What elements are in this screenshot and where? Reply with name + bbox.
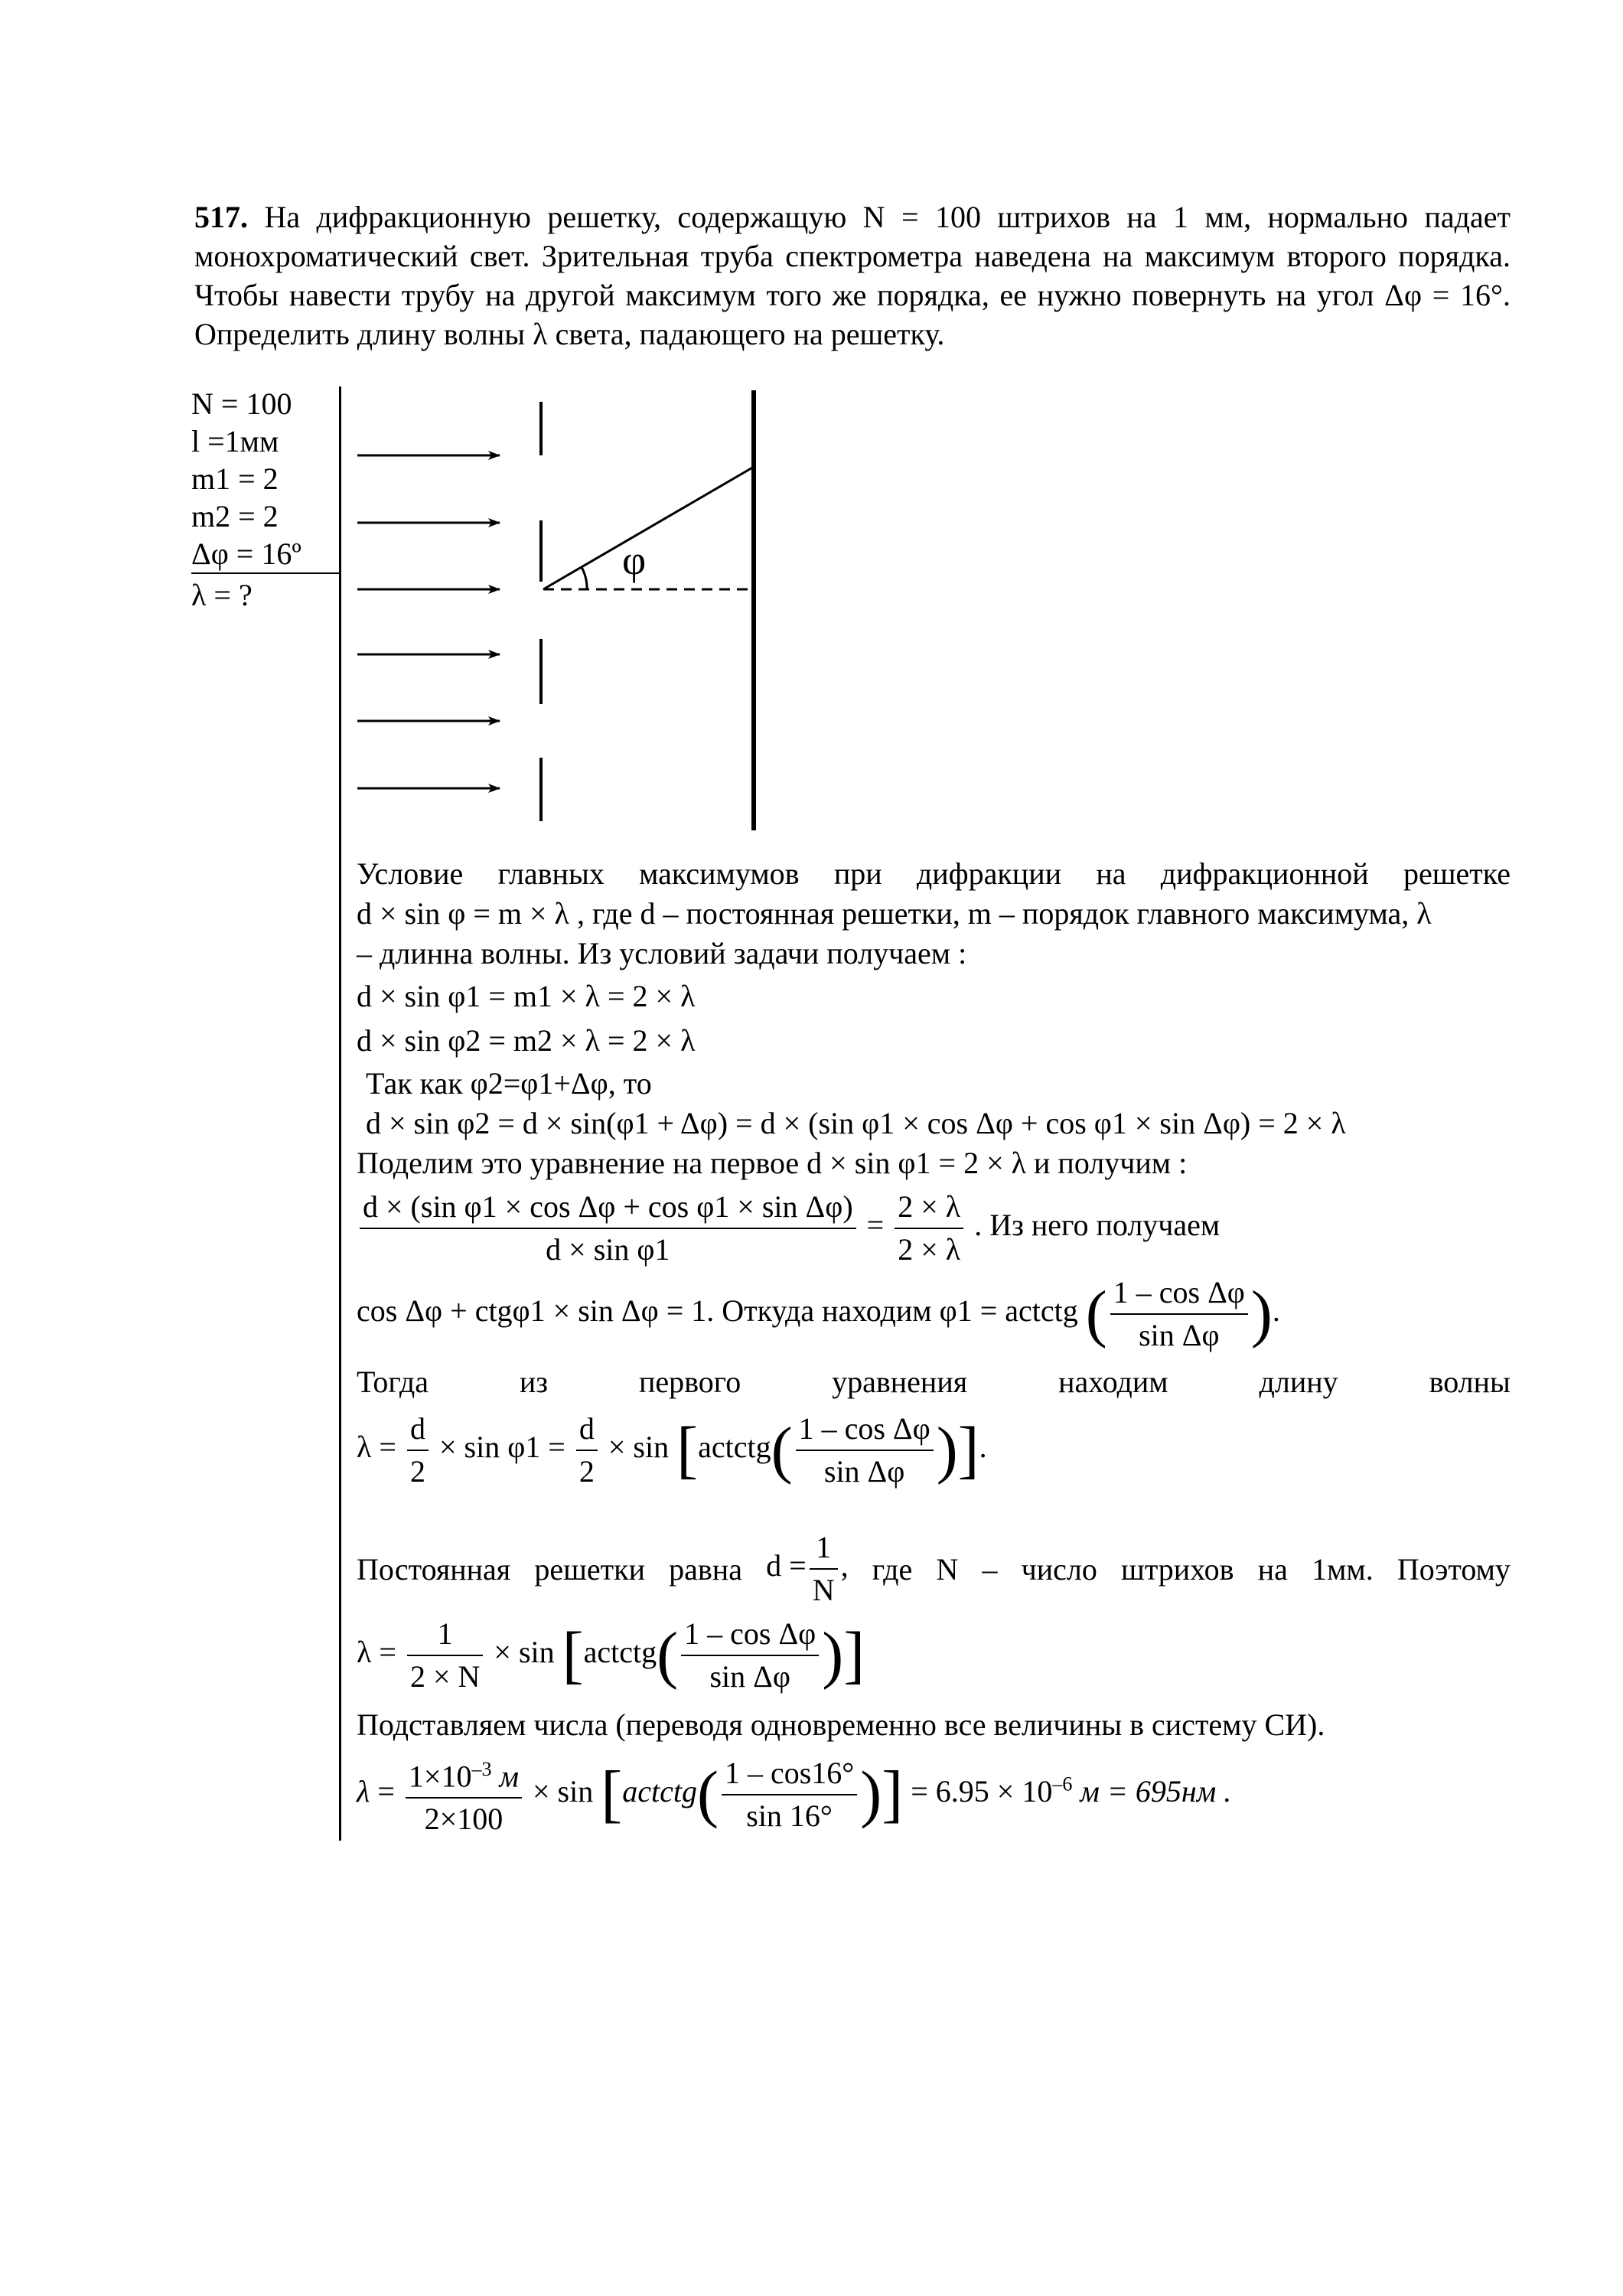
lambda-equation: λ = $\frac{d}{2}$ × sin φ1 = $\frac{d}{2}$ × sin [actctg( $\frac{\text{1 – cos Δφ}}{\text{sin Δφ}}$ )]. <box>357 1408 987 1492</box>
final-equation: λ = $\frac{1\times 10^{-3} м}{2\times 100}$ × sin [actctg( $\frac{1 - \cos 16^\circ}{\sin 16^\circ}$ )] = $6.95 \times 10^{-6}$ м = 695нм . <box>357 1749 1231 1840</box>
given-n: N = 100 <box>191 386 292 421</box>
given-m1: m1 = 2 <box>191 461 279 496</box>
grating-constant-line: Постоянная решетки равна d = $\frac{1}{N}$ , где N – число штрихов на 1мм. Поэтому <box>357 1527 1511 1611</box>
diffracted-ray <box>543 467 754 589</box>
equation-1: d × sin φ1 = m1 × λ = 2 × λ <box>357 979 696 1013</box>
given-dphi: Δφ = 16º <box>191 536 301 571</box>
solution-line2: d × sin φ = m × λ , где d – постоянная решетки, m – порядок главного максимума, λ <box>357 896 1432 931</box>
cos-equation: cos Δφ + ctgφ1 × sin Δφ = 1. Откуда находим φ1 = actctg ( $\frac{\text{1 – cos Δφ}}{\text{sin Δφ}}$ ). <box>357 1272 1280 1356</box>
division-fraction-line: $\frac{\text{d × (sin φ1 × cos Δφ + cos φ1 × sin Δφ)}}{\text{d × sin φ1}}$ = $\frac{2 \times \lambda}{2 \times \lambda}$ . Из него получаем <box>357 1186 1220 1270</box>
lambda-via-n-equation: λ = $\frac{1}{2 \times N}$ × sin [actctg( $\frac{\text{1 – cos Δφ}}{\text{sin Δφ}}$ )] <box>357 1613 865 1698</box>
since-line: Так как φ2=φ1+Δφ, то <box>366 1066 652 1101</box>
given-vertical-rule <box>339 386 341 1841</box>
problem-number: 517. <box>194 200 248 234</box>
diffraction-diagram <box>348 379 777 838</box>
equation-2: d × sin φ2 = m2 × λ = 2 × λ <box>357 1023 696 1058</box>
given-m2: m2 = 2 <box>191 499 279 533</box>
divide-line: Поделим это уравнение на первое d × sin φ1 = 2 × λ и получим : <box>357 1146 1188 1180</box>
equation-3: d × sin φ2 = d × sin(φ1 + Δφ) = d × (sin φ1 × cos Δφ + cos φ1 × sin Δφ) = 2 × λ <box>366 1106 1346 1140</box>
incident-light-arrows <box>357 455 500 788</box>
substitute-line: Подставляем числа (переводя одновременно все величины в систему СИ). <box>357 1707 1325 1742</box>
then-line: Тогда из первого уравнения находим длину волны <box>357 1365 1511 1399</box>
angle-arc <box>582 567 587 589</box>
problem-text: На дифракционную решетку, содержащую N = 100 штрихов на 1 мм, нормально падает монохроматический свет. Зрительная труба спектрометра наведена на максимум второго порядка. Чтобы навести трубу на другой максимум того же порядка, ее нужно повернуть на угол Δφ = 16°. Определить длину волны λ света, падающего на решетку. <box>194 200 1511 351</box>
solution-intro: Условие главных максимумов при дифракции на дифракционной решетке <box>357 856 1511 891</box>
problem-statement <box>194 197 1511 354</box>
solution-line3: – длинна волны. Из условий задачи получаем : <box>357 936 967 970</box>
given-l: l =1мм <box>191 424 279 458</box>
find-lambda: λ = ? <box>191 578 253 612</box>
given-separator <box>191 572 340 574</box>
angle-label: φ <box>622 537 647 583</box>
